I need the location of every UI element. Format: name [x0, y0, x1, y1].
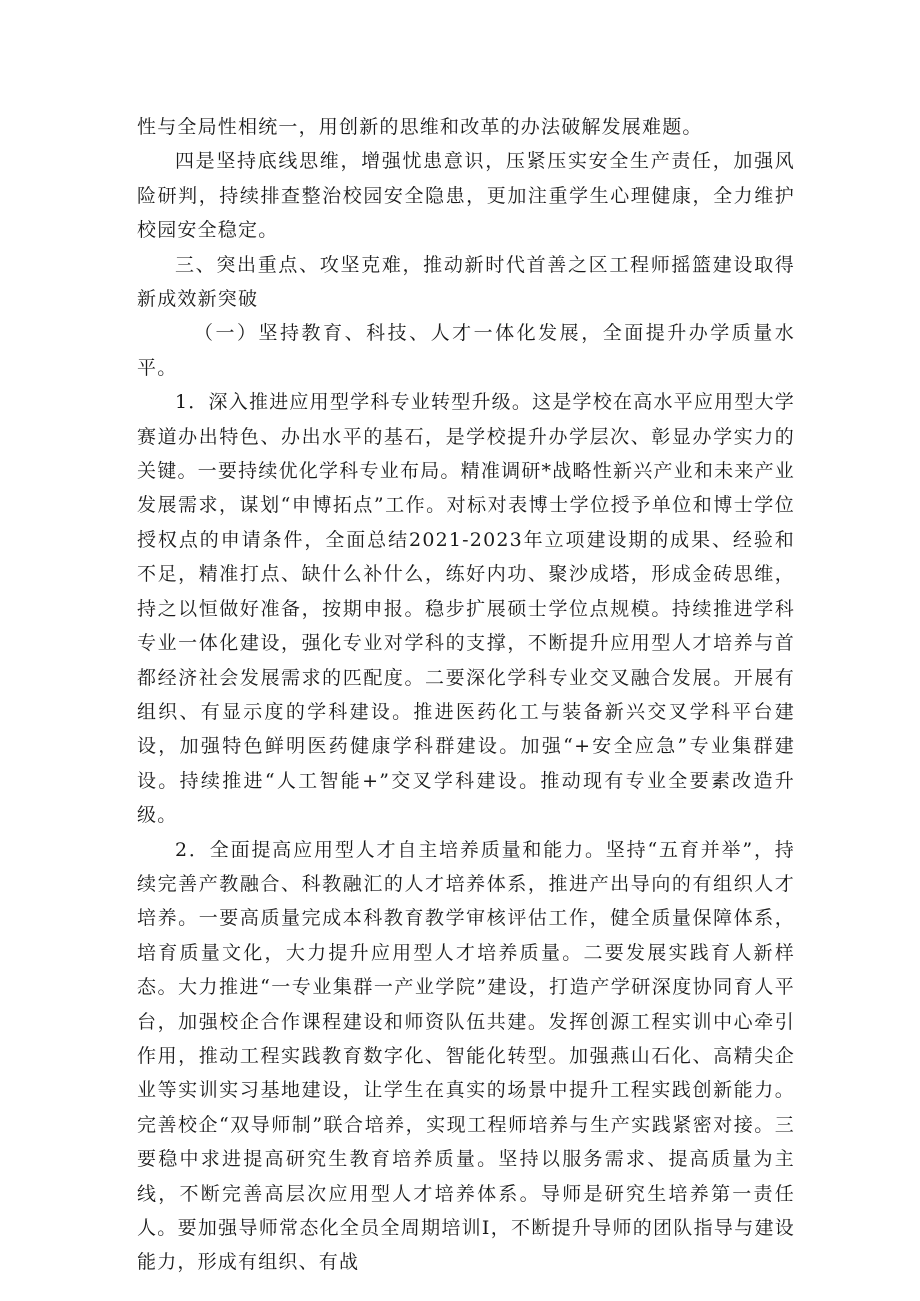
subsection-heading-1: （一）坚持教育、科技、人才一体化发展，全面提升办学质量水平。 — [137, 322, 795, 379]
document-body — [137, 110, 795, 1280]
section-heading-3: 三、突出重点、攻坚克难，推动新时代首善之区工程师摇篮建设取得新成效新突破 — [137, 253, 795, 311]
paragraph-item-1: 1．深入推进应用型学科专业转型升级。这是学校在高水平应用型大学赛道办出特色、办出水平的基石，是学校提升办学层次、彰显办学实力的关键。一要持续优化学科专业布局。精准调研*战略性新兴产业和未来产业发展需求，谋划“申博拓点”工作。对标对表博士学位授予单位和博士学位授权点的申请条件，全面总结2021-2023年立项建设期的成果、经验和不足，精准打点、缺什么补什么，练好内功、聚沙成塔，形成金砖思维，持之以恒做好准备，按期申报。稳步扩展硕士学位点规模。持续推进学科专业一体化建设，强化专业对学科的支撑，不断提升应用型人才培养与首都经济社会发展需求的匹配度。二要深化学科专业交叉融合发展。开展有组织、有显示度的学科建设。推进医药化工与装备新兴交叉学科平台建设，加强特色鲜明医药健康学科群建设。加强“+安全应急”专业集群建设。持续推进“人工智能+”交叉学科建设。推动现有专业全要素改造升级。 — [137, 391, 795, 827]
paragraph-continuation: 性与全局性相统一，用创新的思维和改革的办法破解发展难题。 — [137, 116, 703, 138]
paragraph-bottom-line: 四是坚持底线思维，增强忧患意识，压紧压实安全生产责任，加强风险研判，持续排查整治校园安全隐患，更加注重学生心理健康，全力维护校园安全稳定。 — [137, 150, 795, 242]
paragraph-item-2: 2．全面提高应用型人才自主培养质量和能力。坚持“五育并举”，持续完善产教融合、科教融汇的人才培养体系，推进产出导向的有组织人才培养。一要高质量完成本科教育教学审核评估工作，健全质量保障体系，培育质量文化，大力提升应用型人才培养质量。二要发展实践育人新样态。大力推进“一专业集群一产业学院”建设，打造产学研深度协同育人平台，加强校企合作课程建设和师资队伍共建。发挥创源工程实训中心牵引作用，推动工程实践教育数字化、智能化转型。加强燕山石化、高精尖企业等实训实习基地建设，让学生在真实的场景中提升工程实践创新能力。完善校企“双导师制”联合培养，实现工程师培养与生产实践紧密对接。三要稳中求进提高研究生教育培养质量。坚持以服务需求、提高质量为主线，不断完善高层次应用型人才培养体系。导师是研究生培养第一责任人。要加强导师常态化全员全周期培训I，不断提升导师的团队指导与建设能力，形成有组织、有战 — [137, 838, 795, 1274]
